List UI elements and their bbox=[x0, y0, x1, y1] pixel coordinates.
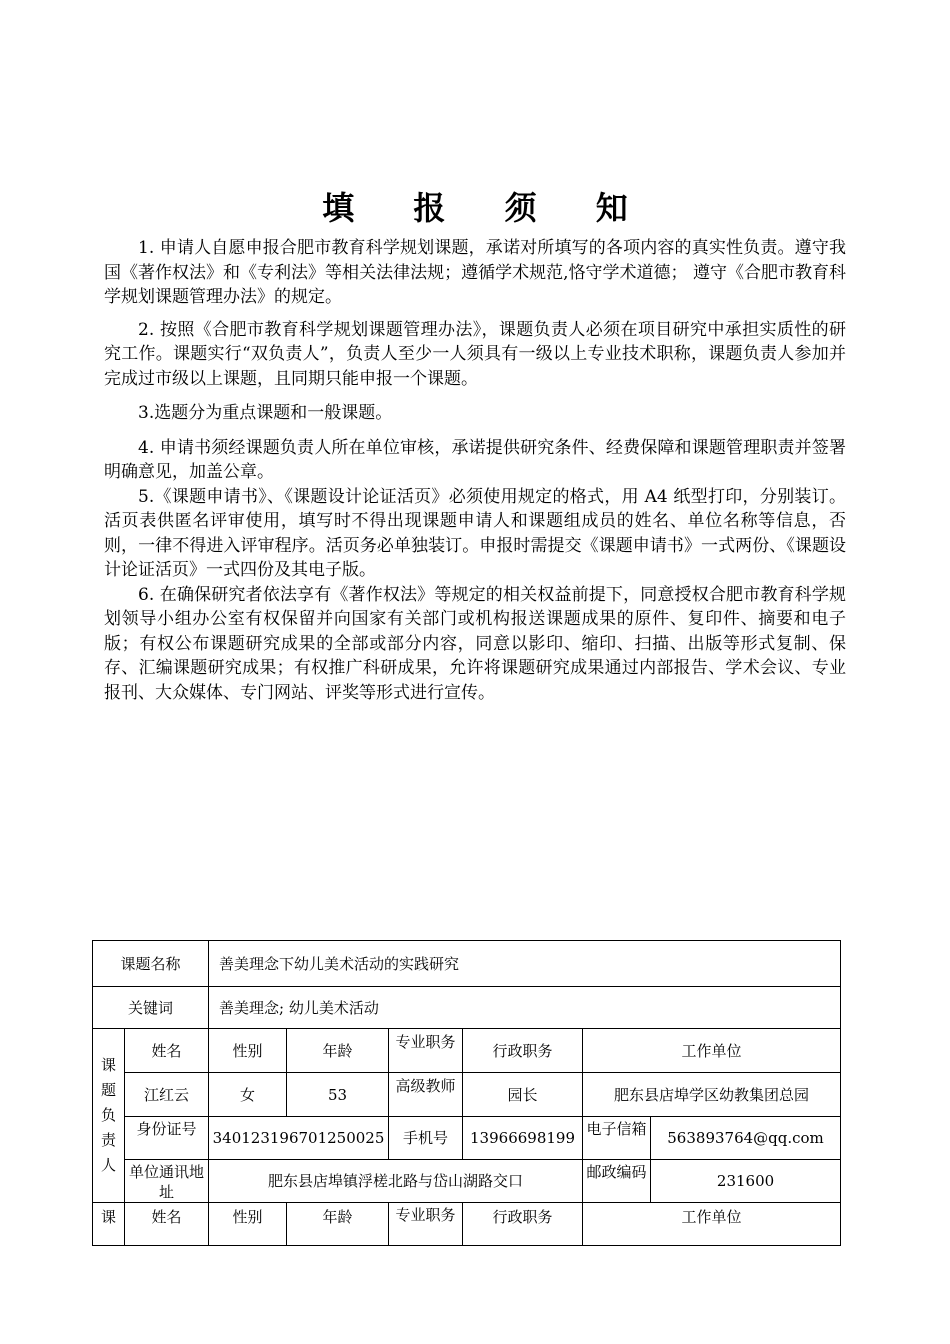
member-header-age: 年龄 bbox=[287, 1203, 389, 1246]
notice-item-6: 6. 在确保研究者依法享有《著作权法》等规定的相关权益前提下，同意授权合肥市教育科学规划领导小组办公室有权保留并向国家有关部门或机构报送课题成果的原件、复印件、摘要和电子版；有权公布课题研究成果的全部或部分内容，同意以影印、缩印、扫描、出版等形式复制、保存、汇编课题研究成果；有权推广科研成果，允许将课题研究成果通过内部报告、学术会议、专业报刊、大众媒体、专门网站、评奖等形式进行宣传。 bbox=[104, 584, 846, 703]
header-unit: 工作单位 bbox=[583, 1029, 841, 1073]
email-label: 电子信箱 bbox=[583, 1117, 651, 1160]
postcode-label: 邮政编码 bbox=[583, 1160, 651, 1203]
id-label: 身份证号 bbox=[125, 1117, 209, 1160]
member-group-label: 课 bbox=[93, 1203, 125, 1246]
postcode-value[interactable]: 231600 bbox=[651, 1160, 841, 1203]
leader-group-label: 课题负责人 bbox=[93, 1029, 125, 1203]
header-title: 专业职务 bbox=[389, 1029, 463, 1073]
phone-label: 手机号 bbox=[389, 1117, 463, 1160]
member-header-unit: 工作单位 bbox=[583, 1203, 841, 1246]
leader-name[interactable]: 江红云 bbox=[125, 1073, 209, 1117]
notice-item-2: 2. 按照《合肥市教育科学规划课题管理办法》，课题负责人必须在项目研究中承担实质性的研究工作。课题实行“双负责人”，负责人至少一人须具有一级以上专业技术职称，课题负责人参加并完成过市级以上课题，且同期只能申报一个课题。 bbox=[104, 319, 846, 389]
notice-item-5: 5.《课题申请书》、《课题设计论证活页》必须使用规定的格式，用 A4 纸型打印，分别装订。活页表供匿名评审使用，填写时不得出现课题申请人和课题组成员的姓名、单位名称等信息，否则，一律不得进入评审程序。活页务必单独装订。申报时需提交《课题申请书》一式两份、《课题设计论证活页》一式四份及其电子版。 bbox=[104, 486, 846, 580]
notice-section bbox=[104, 236, 846, 705]
keywords-row bbox=[93, 987, 841, 1029]
keywords-value[interactable]: 善美理念; 幼儿美术活动 bbox=[209, 987, 841, 1029]
topic-row bbox=[93, 941, 841, 987]
header-age: 年龄 bbox=[287, 1029, 389, 1073]
topic-label: 课题名称 bbox=[93, 941, 209, 987]
leader-title[interactable]: 高级教师 bbox=[389, 1073, 463, 1117]
leader-admin[interactable]: 园长 bbox=[463, 1073, 583, 1117]
email-value[interactable]: 563893764@qq.com bbox=[651, 1117, 841, 1160]
notice-item-1: 1. 申请人自愿申报合肥市教育科学规划课题，承诺对所填写的各项内容的真实性负责。遵守我国《著作权法》和《专利法》等相关法律法规；遵循学术规范,恪守学术道德； 遵守《合肥市教育科学规划课题管理办法》的规定。 bbox=[104, 238, 846, 307]
leader-age[interactable]: 53 bbox=[287, 1073, 389, 1117]
topic-value[interactable]: 善美理念下幼儿美术活动的实践研究 bbox=[209, 941, 841, 987]
address-label: 单位通讯地址 bbox=[125, 1160, 209, 1203]
member-header-row bbox=[93, 1203, 841, 1246]
address-row bbox=[93, 1160, 841, 1203]
address-value[interactable]: 肥东县店埠镇浮槎北路与岱山湖路交口 bbox=[209, 1160, 583, 1203]
leader-row bbox=[93, 1073, 841, 1117]
header-name: 姓名 bbox=[125, 1029, 209, 1073]
page-title: 填 报 须 知 bbox=[322, 189, 652, 227]
member-header-title: 专业职务 bbox=[389, 1203, 463, 1246]
member-header-name: 姓名 bbox=[125, 1203, 209, 1246]
leader-gender[interactable]: 女 bbox=[209, 1073, 287, 1117]
member-header-admin: 行政职务 bbox=[463, 1203, 583, 1246]
leader-unit[interactable]: 肥东县店埠学区幼教集团总园 bbox=[583, 1073, 841, 1117]
keywords-label: 关键词 bbox=[93, 987, 209, 1029]
contact-row bbox=[93, 1117, 841, 1160]
phone-value[interactable]: 13966698199 bbox=[463, 1117, 583, 1160]
application-form-table bbox=[92, 940, 841, 1246]
header-gender: 性别 bbox=[209, 1029, 287, 1073]
notice-item-4: 4. 申请书须经课题负责人所在单位审核，承诺提供研究条件、经费保障和课题管理职责并签署明确意见，加盖公章。 bbox=[104, 437, 846, 482]
leader-header-row bbox=[93, 1029, 841, 1073]
header-admin: 行政职务 bbox=[463, 1029, 583, 1073]
member-header-gender: 性别 bbox=[209, 1203, 287, 1246]
id-value[interactable]: 340123196701250025 bbox=[209, 1117, 389, 1160]
notice-item-3: 3.选题分为重点课题和一般课题。 bbox=[138, 403, 393, 423]
